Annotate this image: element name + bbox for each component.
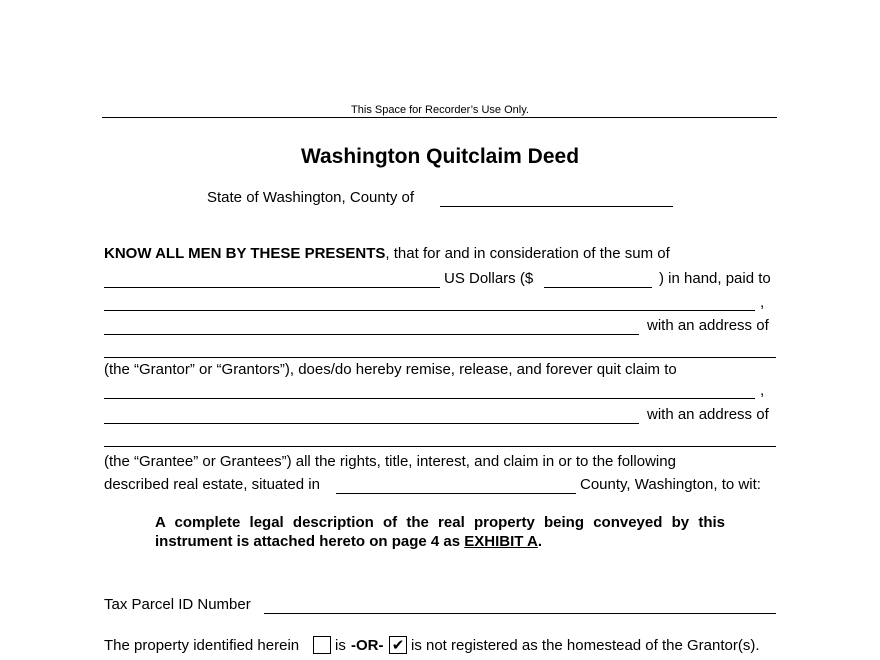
county-field[interactable] xyxy=(440,206,673,207)
homestead-is-label: is xyxy=(335,637,346,654)
grantor-name-field[interactable] xyxy=(104,310,755,311)
grantee-name-field-2[interactable] xyxy=(104,423,639,424)
recorder-use-note: This Space for Recorder’s Use Only. xyxy=(351,104,529,116)
tax-parcel-field[interactable] xyxy=(264,613,776,614)
grantee-address-field[interactable] xyxy=(104,446,776,447)
us-dollars-label: US Dollars ($ xyxy=(444,270,534,287)
grantee-name-field[interactable] xyxy=(104,398,755,399)
situated-suffix: County, Washington, to wit: xyxy=(580,476,761,493)
homestead-prefix: The property identified herein xyxy=(104,637,300,654)
homestead-suffix: is not registered as the homestead of the Grantor(s). xyxy=(411,637,760,654)
homestead-is-not-checkbox[interactable] xyxy=(389,636,407,654)
grantor-name-field-2[interactable] xyxy=(104,334,639,335)
grantor-clause: (the “Grantor” or “Grantors”), does/do hereby remise, release, and forever quit claim to xyxy=(104,361,677,378)
legal-description-note xyxy=(155,513,725,551)
county-label: State of Washington, County of xyxy=(207,189,415,206)
in-hand-paid-to-label: ) in hand, paid to xyxy=(659,270,771,287)
grantor-comma: , xyxy=(760,294,765,311)
recorder-divider xyxy=(102,117,777,118)
exhibit-a-reference: EXHIBIT A xyxy=(464,533,538,550)
tax-parcel-label: Tax Parcel ID Number xyxy=(104,596,251,613)
grantor-address-label: with an address of xyxy=(647,317,769,334)
document-title: Washington Quitclaim Deed xyxy=(300,145,580,168)
amount-in-words-field[interactable] xyxy=(104,287,440,288)
grantee-address-label: with an address of xyxy=(647,406,769,423)
legal-description-period: . xyxy=(537,533,543,550)
legal-description-text: A complete legal description of the real property being conveyed by this instrument is attached hereto on page 4 as xyxy=(155,514,725,550)
amount-numeric-field[interactable] xyxy=(544,287,652,288)
grantee-comma: , xyxy=(760,382,765,399)
checkmark-icon: ✔ xyxy=(391,636,405,654)
consideration-intro-rest: , that for and in consideration of the sum of xyxy=(385,245,670,262)
know-all-men-heading: KNOW ALL MEN BY THESE PRESENTS xyxy=(104,245,386,262)
situated-county-field[interactable] xyxy=(336,493,576,494)
homestead-or-label: -OR- xyxy=(351,637,384,654)
consideration-intro xyxy=(104,245,670,263)
grantor-address-field[interactable] xyxy=(104,357,776,358)
homestead-is-checkbox[interactable] xyxy=(313,636,331,654)
situated-prefix: described real estate, situated in xyxy=(104,476,320,493)
grantee-clause: (the “Grantee” or Grantees”) all the rights, title, interest, and claim in or to the following xyxy=(104,453,676,470)
